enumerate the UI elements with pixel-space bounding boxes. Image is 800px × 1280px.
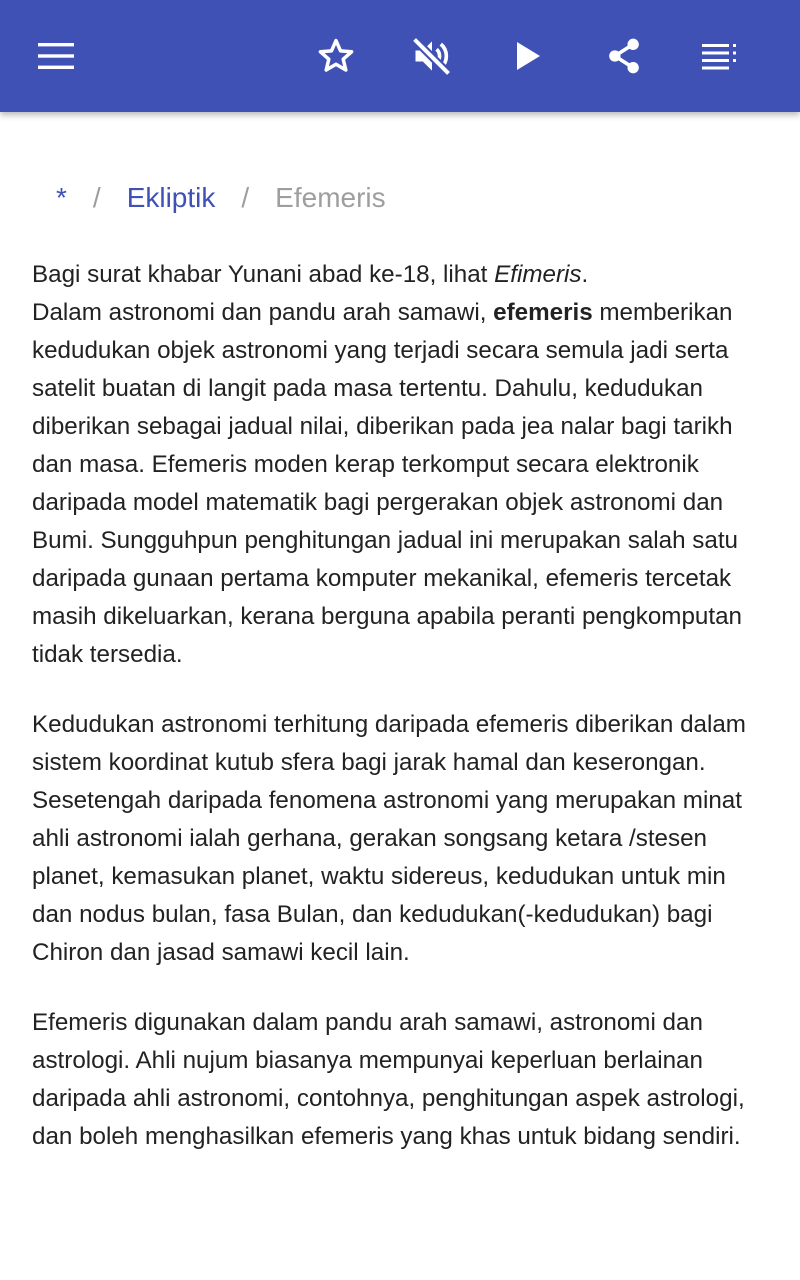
paragraph-3: Efemeris digunakan dalam pandu arah samawi, astronomi dan astrologi. Ahli nujum biasanya mempunyai keperluan berlainan daripada ahli astronomi, contohnya, penghitungan aspek astrologi, dan boleh menghasilkan efemeris yang khas untuk bidang sendiri. bbox=[32, 1009, 745, 1150]
breadcrumb bbox=[56, 178, 386, 218]
breadcrumb-separator: / bbox=[92, 182, 101, 213]
menu-button[interactable] bbox=[28, 28, 84, 84]
article-term: efemeris bbox=[493, 299, 593, 326]
intro-body: memberikan kedudukan objek astronomi yang terjadi secara semula jadi serta satelit buatan di langit pada masa tertentu. Dahulu, kedudukan diberikan sebagai jadual nilai, diberikan pada jea nalar bagi tarikh dan masa. Efemeris moden kerap terkomput secara elektronik daripada model matematik bagi pergerakan objek astronomi dan Bumi. Sungguhpun penghitungan jadual ini merupakan salah satu daripada gunaan pertama komputer mekanikal, efemeris tercetak masih dikeluarkan, kerana berguna apabila peranti pengkomputan tidak tersedia. bbox=[32, 299, 742, 668]
intro-prefix: Dalam astronomi dan pandu arah samawi, bbox=[32, 299, 494, 326]
breadcrumb-parent-link[interactable]: Ekliptik bbox=[126, 182, 216, 213]
hamburger-menu-icon bbox=[36, 36, 76, 76]
play-icon bbox=[513, 40, 543, 72]
breadcrumb-current-page: Efemeris bbox=[275, 182, 386, 213]
mute-button[interactable] bbox=[404, 28, 460, 84]
volume-off-icon bbox=[410, 34, 454, 78]
play-button[interactable] bbox=[500, 28, 556, 84]
star-outline-icon bbox=[315, 35, 357, 77]
paragraph-2: Kedudukan astronomi terhitung daripada efemeris diberikan dalam sistem koordinat kutub sfera bagi jarak hamal dan keserongan. Sesetengah daripada fenomena astronomi yang merupakan minat ahli astronomi ialah gerhana, gerakan songsang ketara /stesen planet, kemasukan planet, waktu sidereus, kedudukan untuk min dan nodus bulan, fasa Bulan, dan kedudukan(-kedudukan) bagi Chiron dan jasad samawi kecil lain. bbox=[32, 711, 746, 966]
hatnote bbox=[32, 256, 772, 294]
favorite-button[interactable] bbox=[308, 28, 364, 84]
hatnote-link[interactable]: Efimeris bbox=[494, 261, 582, 288]
playlist-icon bbox=[700, 36, 740, 76]
breadcrumb-home-link[interactable]: * bbox=[56, 182, 67, 213]
intro-paragraph bbox=[32, 294, 772, 674]
share-button[interactable] bbox=[596, 28, 652, 84]
contents-button[interactable] bbox=[692, 28, 748, 84]
hatnote-text: Bagi surat khabar Yunani abad ke-18, lihat bbox=[32, 261, 495, 288]
share-icon bbox=[604, 35, 644, 77]
app-bar bbox=[0, 0, 800, 112]
breadcrumb-separator: / bbox=[241, 182, 250, 213]
hatnote-end: . bbox=[581, 261, 589, 288]
article-body bbox=[32, 256, 772, 1156]
